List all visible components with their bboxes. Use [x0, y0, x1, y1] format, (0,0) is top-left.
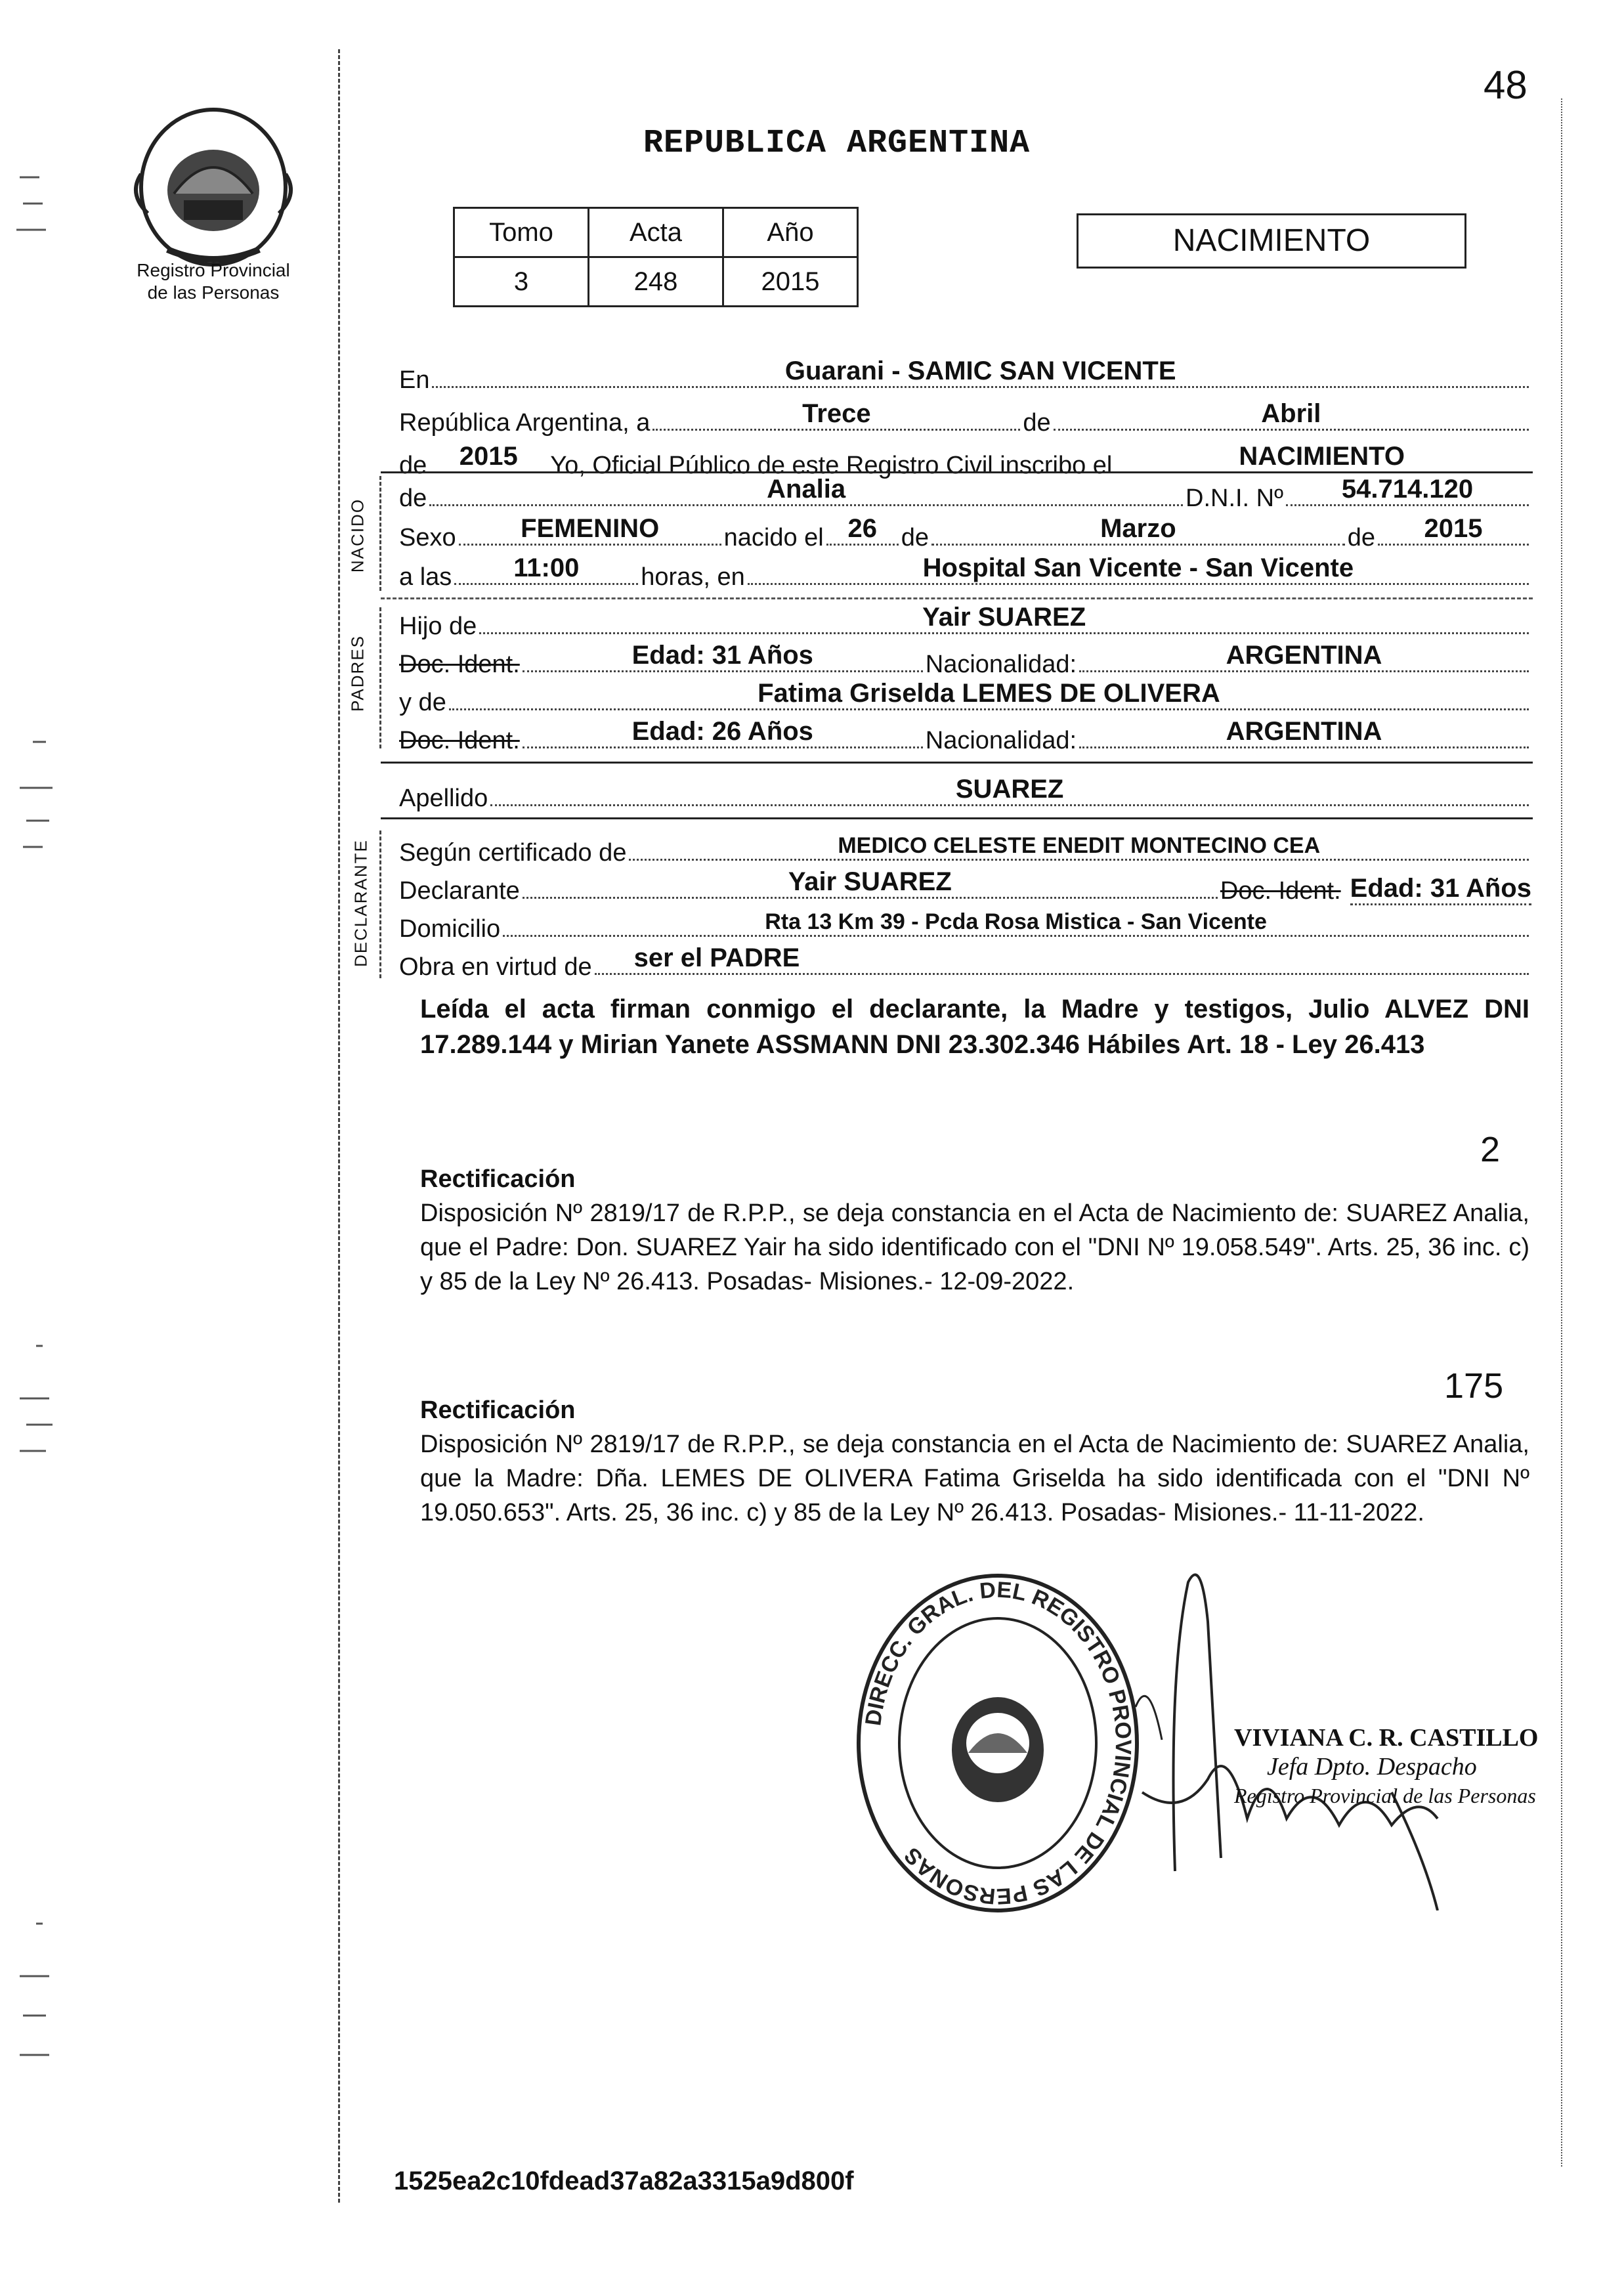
month-value: Abril	[1261, 399, 1321, 428]
name-value: Analia	[767, 475, 846, 504]
hijo-label: Hijo de	[399, 613, 477, 640]
line-father-doc	[399, 636, 1531, 679]
rectification-2-text: Disposición Nº 2819/17 de R.P.P., se deja constancia en el Acta de Nacimiento de: SUAREZ Analia, que la Madre: Dña. LEMES DE OLIVERA Fatima Griselda ha sido identificada con el "DNI Nº 19.050.653". Arts. 25, 36 inc. c) y 85 de la Ley Nº 26.413. Posadas- Misiones.- 11-11-2022.	[420, 1431, 1529, 1526]
father-age-value: Edad: 31 Años	[631, 641, 813, 670]
table-value-tomo: 3	[454, 257, 589, 307]
place-dots	[748, 553, 1529, 585]
dni-dots	[1286, 475, 1529, 506]
apellido-label: Apellido	[399, 785, 488, 812]
misiones-coat-of-arms-logo	[128, 102, 299, 272]
domicilio-value: Rta 13 Km 39 - Pcda Rosa Mistica - San Vicente	[765, 909, 1267, 934]
declarante-bracket	[379, 831, 381, 978]
nacido-side-label: NACIDO	[347, 498, 368, 573]
mother-age-value: Edad: 26 Años	[631, 717, 813, 746]
dni-value: 54.714.120	[1341, 475, 1474, 504]
sexo-label: Sexo	[399, 524, 456, 551]
signatory-block	[1234, 1723, 1538, 1810]
signatory-name: VIVIANA C. R. CASTILLO	[1234, 1724, 1539, 1752]
mother-nat-label: Nacionalidad:	[925, 727, 1077, 754]
signatory-office: Registro Provincial de las Personas	[1234, 1784, 1536, 1807]
en-label: En	[399, 366, 430, 394]
logo-caption	[98, 259, 328, 304]
dni-label: D.N.I. Nº	[1186, 485, 1283, 512]
line-cert	[399, 824, 1531, 867]
horas-label: horas, en	[641, 563, 745, 591]
sexo-dots	[459, 514, 721, 546]
official-seal-stamp	[853, 1569, 1142, 1917]
name-dots	[429, 475, 1183, 506]
svg-text:DIRECC. GRAL. DEL REGISTRO PRO: DIRECC. GRAL. DEL REGISTRO PROVINCIAL DE LAS PERSONAS	[861, 1577, 1136, 1909]
en-dots	[432, 356, 1529, 388]
mother-age-dots	[523, 717, 923, 748]
birth-year-value: 2015	[1424, 514, 1483, 543]
cert-dots	[629, 833, 1529, 861]
father-doc-label: Doc. Ident.	[399, 651, 520, 678]
birth-month-dots	[931, 514, 1345, 546]
declarante-age-value: Edad: 31 Años	[1350, 874, 1531, 905]
table-value-acta: 248	[589, 257, 723, 307]
separator-3	[381, 762, 1533, 764]
year-value: 2015	[459, 442, 518, 471]
mother-nat-value: ARGENTINA	[1226, 717, 1382, 746]
de-label: de	[1023, 409, 1051, 437]
apellido-value: SUAREZ	[955, 775, 1064, 804]
line-obra	[399, 938, 1531, 982]
de-label-2: de	[399, 452, 427, 479]
mother-doc-label: Doc. Ident.	[399, 727, 520, 754]
declarante-dots	[523, 867, 1218, 899]
table-header-tomo: Tomo	[454, 208, 589, 257]
line-mother	[399, 674, 1531, 717]
table-header-acta: Acta	[589, 208, 723, 257]
rectification-1-heading: Rectificación	[420, 1165, 576, 1193]
document-title: REPUBLICA ARGENTINA	[643, 125, 1031, 162]
father-nat-dots	[1079, 641, 1529, 672]
nacido-el-label: nacido el	[723, 524, 824, 551]
obra-value: ser el PADRE	[633, 943, 800, 972]
line-hijo	[399, 597, 1531, 641]
table-value-anio: 2015	[723, 257, 858, 307]
de-label-4: de	[1347, 524, 1375, 551]
scan-marks	[13, 164, 59, 2199]
line-domicilio	[399, 900, 1531, 943]
place-value: Hospital San Vicente - San Vicente	[922, 553, 1354, 582]
time-dots	[454, 553, 638, 585]
record-type-box: NACIMIENTO	[1077, 213, 1466, 269]
a-las-label: a las	[399, 563, 452, 591]
line-apellido	[399, 769, 1531, 813]
registry-table	[453, 207, 859, 307]
y-de-label: y de	[399, 689, 446, 716]
birth-day-value: 26	[847, 514, 877, 543]
inscribe-value: NACIMIENTO	[1239, 442, 1405, 471]
officer-text: Yo, Oficial Público de este Registro Civil inscribo el	[550, 452, 1113, 479]
declarante-side-label: DECLARANTE	[351, 839, 371, 967]
birth-day-dots	[826, 514, 899, 546]
line-nacido-name	[399, 469, 1531, 513]
obra-dots	[595, 943, 1529, 975]
separator-4	[381, 817, 1533, 819]
rectification-1-text: Disposición Nº 2819/17 de R.P.P., se deja constancia en el Acta de Nacimiento de: SUAREZ Analia, que el Padre: Don. SUAREZ Yair ha sido identificado con el "DNI Nº 19.058.549". Arts. 25, 36 inc. c) y 85 de la Ley Nº 26.413. Posadas- Misiones.- 12-09-2022.	[420, 1199, 1529, 1295]
domicilio-dots	[503, 909, 1529, 937]
rectification-1-number: 2	[1480, 1130, 1501, 1169]
time-value: 11:00	[513, 553, 580, 582]
father-dots	[479, 603, 1529, 634]
father-nat-label: Nacionalidad:	[925, 651, 1077, 678]
left-margin-line	[338, 49, 340, 2203]
de-label-3: de	[901, 524, 930, 551]
father-value: Yair SUAREZ	[922, 603, 1086, 632]
logo-caption-line2: de las Personas	[147, 282, 280, 303]
signatory-title: Jefa Dpto. Despacho	[1267, 1753, 1477, 1781]
apellido-dots	[490, 775, 1529, 806]
logo-caption-line1: Registro Provincial	[137, 260, 290, 280]
nacido-de-label: de	[399, 485, 427, 512]
domicilio-label: Domicilio	[399, 915, 501, 943]
mother-value: Fatima Griselda LEMES DE OLIVERA	[758, 679, 1220, 708]
declarante-doc-label: Doc. Ident.	[1220, 877, 1341, 905]
line-en	[399, 351, 1531, 395]
birth-year-dots	[1378, 514, 1529, 546]
day-dots	[652, 399, 1020, 431]
sexo-value: FEMENINO	[521, 514, 660, 543]
mother-dots	[449, 679, 1529, 710]
cert-label: Según certificado de	[399, 839, 627, 867]
line-time	[399, 548, 1531, 592]
rectification-2-heading: Rectificación	[420, 1396, 576, 1424]
republica-label: República Argentina, a	[399, 409, 651, 437]
table-header-anio: Año	[723, 208, 858, 257]
padres-side-label: PADRES	[347, 635, 368, 712]
cert-value: MEDICO CELESTE ENEDIT MONTECINO CEA	[838, 833, 1321, 858]
closing-statement: Leída el acta firman conmigo el declarante, la Madre y testigos, Julio ALVEZ DNI 17.289.144 y Mirian Yanete ASSMANN DNI 23.302.346 Hábiles Art. 18 - Ley 26.413	[420, 995, 1529, 1059]
father-nat-value: ARGENTINA	[1226, 641, 1382, 670]
nacido-bracket	[379, 476, 381, 591]
page-number: 48	[1484, 63, 1528, 107]
document-hash: 1525ea2c10fdead37a82a3315a9d800f	[394, 2167, 854, 2195]
month-dots	[1054, 399, 1529, 431]
rectification-2-number: 175	[1444, 1366, 1504, 1406]
line-mother-doc	[399, 712, 1531, 755]
declarante-value: Yair SUAREZ	[788, 867, 952, 896]
en-value: Guarani - SAMIC SAN VICENTE	[784, 356, 1176, 385]
mother-nat-dots	[1079, 717, 1529, 748]
line-republica	[399, 394, 1531, 437]
line-declarante	[399, 862, 1531, 905]
right-margin-line	[1561, 98, 1562, 2167]
line-sexo	[399, 509, 1531, 552]
declarante-label: Declarante	[399, 877, 520, 905]
padres-bracket	[379, 607, 381, 748]
birth-month-value: Marzo	[1100, 514, 1176, 543]
father-age-dots	[523, 641, 923, 672]
obra-label: Obra en virtud de	[399, 953, 592, 981]
day-value: Trece	[802, 399, 871, 428]
